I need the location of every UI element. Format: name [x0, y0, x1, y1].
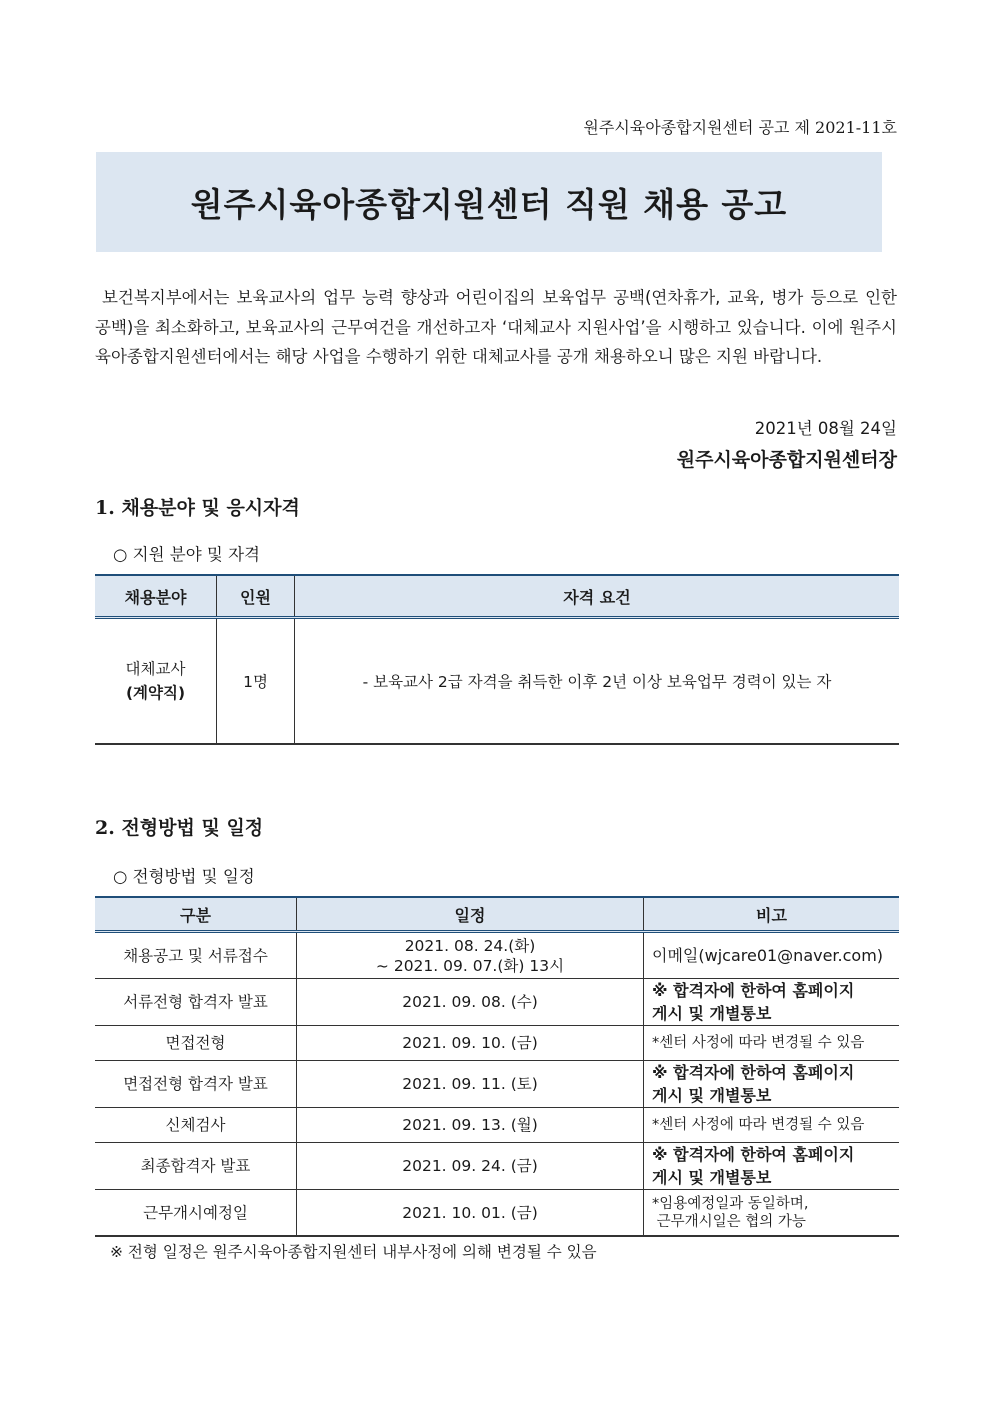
schedule-cell: 2021. 09. 08. (수) [297, 979, 644, 1026]
section2-subtitle: ○ 전형방법 및 일정 [113, 867, 255, 886]
stage-cell: 근무개시예정일 [95, 1190, 297, 1237]
schedule-cell: 2021. 09. 24. (금) [297, 1143, 644, 1190]
section2-title: 2. 전형방법 및 일정 [95, 817, 264, 839]
note-line-1: ※ 합격자에 한하여 홈페이지 [652, 1145, 855, 1164]
requirement-cell: - 보육교사 2급 자격을 취득한 이후 2년 이상 보육업무 경력이 있는 자 [295, 618, 900, 745]
note-line-2: 게시 및 개별통보 [652, 1168, 772, 1187]
note-cell [644, 1190, 900, 1237]
intro-paragraph [95, 283, 897, 372]
header-note: 비고 [644, 897, 900, 932]
field-name: 대체교사 [125, 660, 186, 678]
table-row [95, 1143, 899, 1190]
signer: 원주시육아종합지원센터장 [676, 449, 897, 471]
stage-cell: 신체검사 [95, 1108, 297, 1143]
note-cell [644, 1061, 900, 1108]
announcement-number: 원주시육아종합지원센터 공고 제 2021-11호 [583, 118, 897, 137]
table-row [95, 1108, 899, 1143]
note-line-2: 게시 및 개별통보 [652, 1004, 772, 1023]
schedule-footnote: ※ 전형 일정은 원주시육아종합지원센터 내부사정에 의해 변경될 수 있음 [110, 1243, 597, 1261]
table-row [95, 618, 899, 745]
schedule-start: 2021. 08. 24.(화) [404, 936, 536, 955]
note-line-1: ※ 합격자에 한하여 홈페이지 [652, 1063, 855, 1082]
note-line-2: 게시 및 개별통보 [652, 1086, 772, 1105]
schedule-cell: 2021. 10. 01. (금) [297, 1190, 644, 1237]
field-type: (계약직) [125, 684, 186, 702]
section1-title: 1. 채용분야 및 응시자격 [95, 497, 300, 519]
stage-cell: 면접전형 합격자 발표 [95, 1061, 297, 1108]
table-row [95, 1061, 899, 1108]
note-cell [644, 1143, 900, 1190]
header-field: 채용분야 [95, 575, 217, 618]
note-cell: *센터 사정에 따라 변경될 수 있음 [644, 1108, 900, 1143]
note-cell: *센터 사정에 따라 변경될 수 있음 [644, 1026, 900, 1061]
schedule-end: ~ 2021. 09. 07.(화) 13시 [375, 956, 565, 975]
schedule-cell: 2021. 09. 10. (금) [297, 1026, 644, 1061]
table-row [95, 1026, 899, 1061]
header-stage: 구분 [95, 897, 297, 932]
table-row [95, 979, 899, 1026]
stage-cell: 최종합격자 발표 [95, 1143, 297, 1190]
count-cell: 1명 [217, 618, 295, 745]
note-cell: 이메일(wjcare01@naver.com) [644, 932, 900, 979]
title-box [96, 152, 882, 252]
stage-cell: 서류전형 합격자 발표 [95, 979, 297, 1026]
announcement-date: 2021년 08월 24일 [754, 419, 897, 438]
header-count: 인원 [217, 575, 295, 618]
schedule-cell [297, 932, 644, 979]
table-header-row [95, 575, 899, 618]
field-cell [95, 618, 217, 745]
section1-subtitle: ○ 지원 분야 및 자격 [113, 545, 260, 564]
note-line-1: *임용예정일과 동일하며, [652, 1195, 809, 1212]
table-row [95, 932, 899, 979]
stage-cell: 면접전형 [95, 1026, 297, 1061]
header-schedule: 일정 [297, 897, 644, 932]
note-line-2: 근무개시일은 협의 가능 [652, 1213, 806, 1230]
note-cell [644, 979, 900, 1026]
stage-cell: 채용공고 및 서류접수 [95, 932, 297, 979]
schedule-table [95, 896, 899, 1237]
intro-text: 보건복지부에서는 보육교사의 업무 능력 향상과 어린이집의 보육업무 공백(연차휴가, 교육, 병가 등으로 인한 공백)을 최소화하고, 보육교사의 근무여건을 개선하고자 ‘대체교사 지원사업’을 시행하고 있습니다. 이에 원주시육아종합지원센터에서는 해당 사업을 수행하기 위한 대체교사를 공개 채용하오니 많은 지원 바랍니다. [95, 288, 897, 366]
header-requirement: 자격 요건 [295, 575, 900, 618]
note-line-1: ※ 합격자에 한하여 홈페이지 [652, 981, 855, 1000]
table-row [95, 1190, 899, 1237]
schedule-cell: 2021. 09. 13. (월) [297, 1108, 644, 1143]
page-title: 원주시육아종합지원센터 직원 채용 공고 [190, 184, 788, 224]
schedule-cell: 2021. 09. 11. (토) [297, 1061, 644, 1108]
table-header-row [95, 897, 899, 932]
qualification-table [95, 574, 899, 745]
